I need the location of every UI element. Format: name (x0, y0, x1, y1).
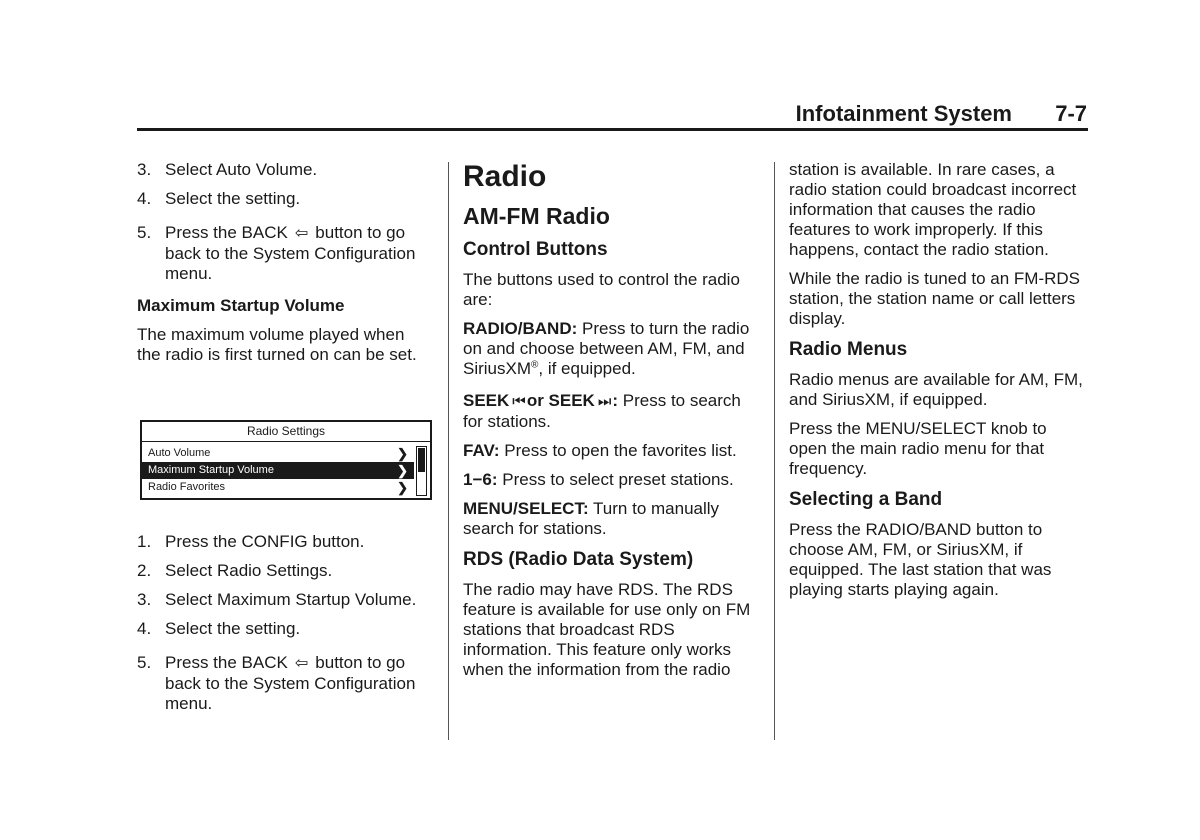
column-divider (448, 162, 449, 740)
max-startup-text: The maximum volume played when the radio is first turned on can be set. (137, 325, 417, 364)
header-rule (137, 128, 1088, 131)
seek-back-icon: ⏮ (512, 393, 524, 410)
column-left (137, 160, 432, 374)
screen-item-label: Radio Favorites (148, 481, 226, 493)
step-text: Select Auto Volume. (165, 160, 318, 179)
screen-menu-item-radio-favorites (142, 479, 414, 496)
step-text: Press the CONFIG button. (165, 532, 365, 551)
list-item (137, 653, 432, 714)
column-middle (463, 160, 763, 689)
chevron-right-icon: ❯ (397, 463, 408, 478)
step-number: 4. (137, 189, 152, 208)
step-text: Press the BACK (165, 653, 288, 672)
step-text: Select the setting. (165, 189, 301, 208)
column-right (789, 160, 1089, 609)
list-item (137, 189, 432, 209)
radio-menus-heading: Radio Menus (789, 339, 908, 360)
screen-menu-item-auto-volume (142, 445, 414, 462)
subsection-heading-am-fm: AM-FM Radio (463, 203, 610, 229)
button-desc: Press to open the favorites list. (504, 441, 737, 460)
rds-heading: RDS (Radio Data System) (463, 549, 694, 570)
section-heading-radio: Radio (463, 160, 547, 193)
step-number: 3. (137, 590, 152, 609)
button-label: or SEEK (526, 391, 595, 410)
list-item (137, 590, 432, 610)
menu-select-desc (463, 499, 763, 539)
page-number: 7-7 (1055, 101, 1087, 126)
list-item (137, 619, 432, 639)
button-desc: , if equipped. (538, 359, 636, 378)
step-text: button to go back to the System Configuration menu. (165, 223, 416, 283)
header-title: Infotainment System (795, 101, 1012, 126)
max-startup-heading: Maximum Startup Volume (137, 296, 345, 315)
column-divider (774, 162, 775, 740)
fav-desc (463, 441, 763, 461)
button-desc: Press to turn the radio on and choose between AM, FM, and SiriusXM (463, 319, 750, 378)
screen-item-label: Auto Volume (148, 447, 211, 459)
radio-band-desc (463, 319, 763, 379)
step-text: Press the BACK (165, 223, 288, 242)
screen-scroll-thumb (418, 448, 425, 472)
rds-text: The radio may have RDS. The RDS feature is available for use only on FM stations that broadcast RDS information. This feature only works when the information from the radio (463, 580, 751, 679)
screen-title: Radio Settings (142, 422, 430, 442)
step-number: 1. (137, 532, 152, 551)
button-label: FAV: (463, 441, 500, 460)
presets-desc (463, 470, 763, 490)
back-arrow-icon: ⇦ (294, 655, 309, 672)
column-left-lower (137, 532, 432, 723)
list-item (137, 223, 432, 284)
step-number: 4. (137, 619, 152, 638)
step-text: Select Radio Settings. (165, 561, 333, 580)
step-text: Select the setting. (165, 619, 301, 638)
step-text: Select Maximum Startup Volume. (165, 590, 417, 609)
menu-select-knob-text: Press the MENU/SELECT knob to open the main radio menu for that frequency. (789, 419, 1047, 478)
registered-mark: ® (531, 359, 539, 371)
list-item (137, 160, 432, 180)
screen-menu-item-max-startup-volume (142, 462, 414, 479)
screen-scrollbar (416, 446, 427, 496)
button-desc: Press to search for stations. (463, 391, 741, 431)
control-intro-text: The buttons used to control the radio are: (463, 270, 740, 309)
button-label: SEEK (463, 391, 510, 410)
seek-desc (463, 391, 763, 432)
selecting-band-text: Press the RADIO/BAND button to choose AM, FM, or SiriusXM, if equipped. The last station that was playing starts playing again. (789, 520, 1052, 599)
list-item (137, 532, 432, 552)
radio-settings-screen (140, 420, 432, 500)
seek-forward-icon: ⏭ (597, 393, 610, 410)
button-label: 1−6: (463, 470, 498, 489)
selecting-band-heading: Selecting a Band (789, 489, 943, 510)
fm-rds-text: While the radio is tuned to an FM-RDS station, the station name or call letters display. (789, 269, 1081, 328)
button-desc: Press to select preset stations. (502, 470, 734, 489)
back-arrow-icon: ⇦ (294, 225, 309, 242)
screen-item-label: Maximum Startup Volume (148, 464, 274, 476)
list-item (137, 561, 432, 581)
radio-menus-text: Radio menus are available for AM, FM, and SiriusXM, if equipped. (789, 370, 1083, 409)
step-number: 5. (137, 653, 152, 672)
button-label: : (612, 391, 619, 410)
chevron-right-icon: ❯ (397, 480, 408, 495)
chevron-right-icon: ❯ (397, 446, 408, 461)
control-buttons-heading: Control Buttons (463, 239, 608, 260)
step-number: 2. (137, 561, 152, 580)
step-text: button to go back to the System Configuration menu. (165, 653, 416, 713)
step-number: 3. (137, 160, 152, 179)
button-label: RADIO/BAND: (463, 319, 578, 338)
button-label: MENU/SELECT: (463, 499, 589, 518)
step-number: 5. (137, 223, 152, 242)
rds-continued-text: station is available. In rare cases, a radio station could broadcast incorrect information that causes the radio features to work improperly. If this happens, contact the radio station. (789, 160, 1077, 259)
button-desc: Turn to manually search for stations. (463, 499, 720, 538)
steps-list-top (137, 160, 432, 284)
steps-list-bottom (137, 532, 432, 714)
